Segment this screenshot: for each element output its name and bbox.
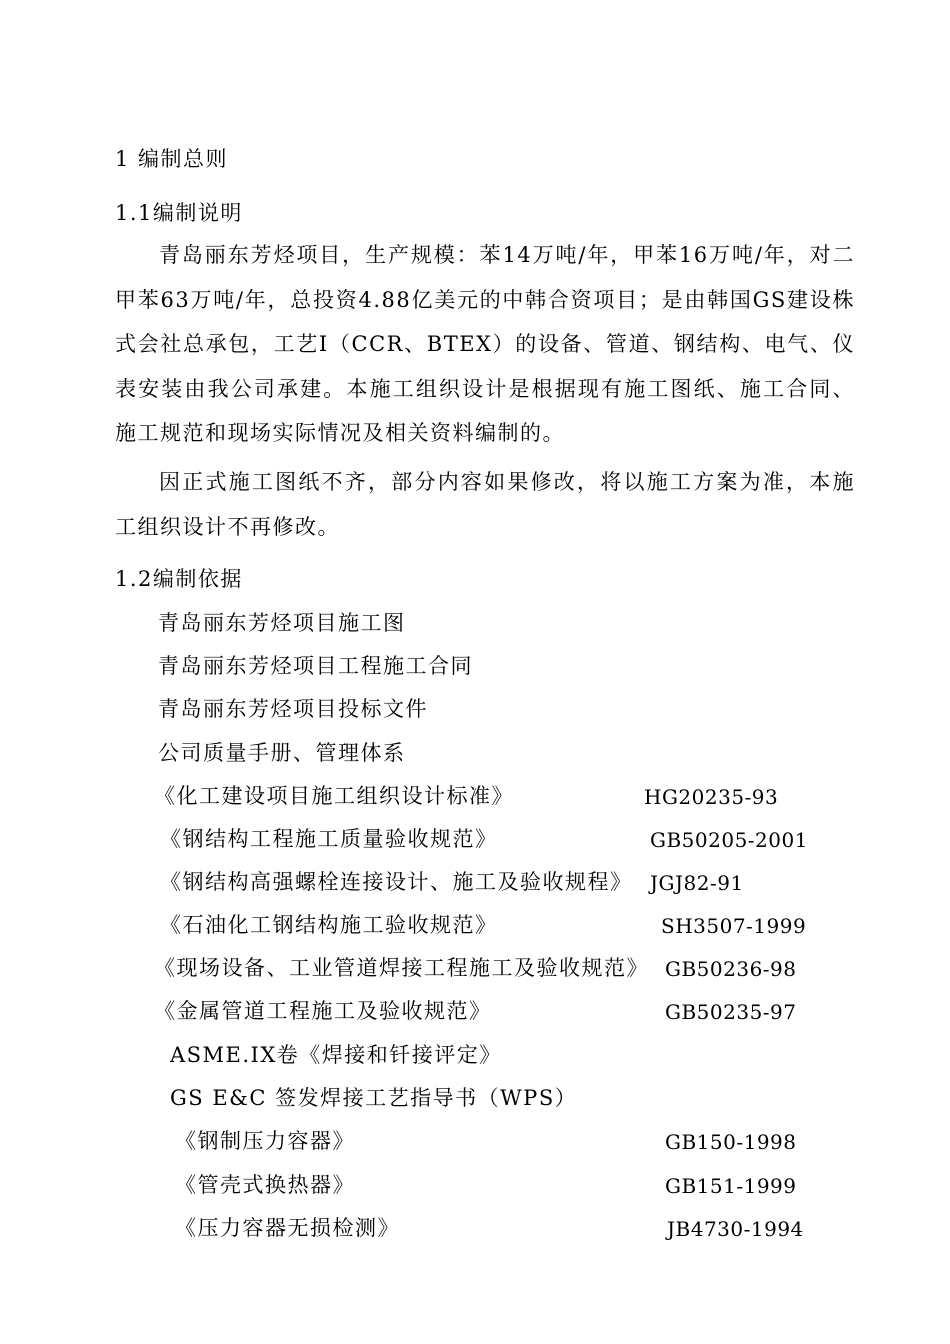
reference-title: 《金属管道工程施工及验收规范》 <box>154 999 492 1023</box>
section-1-1-paragraph-2: 因正式施工图纸不齐，部分内容如果修改，将以施工方案为准，本施工组织设计不再修改。 <box>115 470 855 539</box>
reference-code: SH3507-1999 <box>661 914 807 938</box>
reference-title: 《钢结构工程施工质量验收规范》 <box>160 827 498 851</box>
reference-code: JB4730-1994 <box>667 1217 804 1241</box>
reference-title: GS E&C 签发焊接工艺指导书（WPS） <box>170 1086 578 1110</box>
reference-title: 《管壳式换热器》 <box>175 1173 355 1197</box>
reference-title: 《化工建设项目施工组织设计标准》 <box>154 784 514 808</box>
reference-code: GB50205-2001 <box>650 828 808 852</box>
reference-title: 《钢制压力容器》 <box>175 1129 355 1153</box>
section-1-1-paragraph-1: 青岛丽东芳烃项目，生产规模：苯14万吨/年，甲苯16万吨/年，对二甲苯63万吨/年，总投资4.88亿美元的中韩合资项目；是由韩国GS建设株式会社总承包，工艺Ⅰ（CCR、BTEX）的设备、管道、钢结构、电气、仪表安装由我公司承建。本施工组织设计是根据现有施工图纸、施工合同、施工规范和现场实际情况及相关资料编制的。 <box>115 243 855 445</box>
reference-code: HG20235-93 <box>644 785 779 809</box>
section-1-1-heading: 1.1编制说明 <box>115 201 243 225</box>
reference-title: 青岛丽东芳烃项目施工图 <box>158 611 406 635</box>
section-1-heading: 1 编制总则 <box>115 147 229 171</box>
reference-code: JGJ82-91 <box>650 871 744 895</box>
reference-code: GB151-1999 <box>665 1174 797 1198</box>
reference-title: 《现场设备、工业管道焊接工程施工及验收规范》 <box>154 956 649 980</box>
reference-title: 青岛丽东芳烃项目工程施工合同 <box>158 654 473 678</box>
section-1-2-heading: 1.2编制依据 <box>115 567 243 591</box>
reference-code: GB50236-98 <box>665 957 797 981</box>
reference-title: ASME.IX卷《焊接和钎接评定》 <box>170 1043 502 1067</box>
reference-title: 青岛丽东芳烃项目投标文件 <box>158 697 428 721</box>
reference-title: 公司质量手册、管理体系 <box>158 741 406 765</box>
reference-title: 《石油化工钢结构施工验收规范》 <box>160 913 498 937</box>
reference-title: 《压力容器无损检测》 <box>175 1216 400 1240</box>
reference-code: GB150-1998 <box>665 1130 797 1154</box>
reference-code: GB50235-97 <box>665 1000 797 1024</box>
reference-title: 《钢结构高强螺栓连接设计、施工及验收规程》 <box>160 870 633 894</box>
